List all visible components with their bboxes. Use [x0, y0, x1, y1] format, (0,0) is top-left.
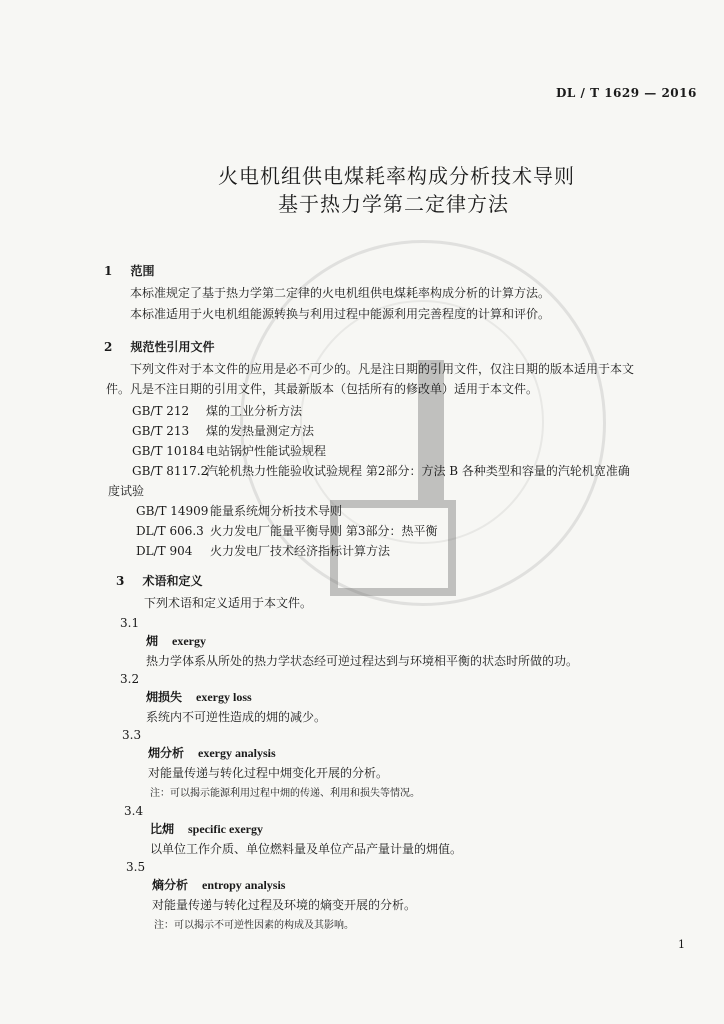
normative-reference: [136, 542, 390, 559]
term-number: 3.3: [122, 728, 142, 742]
reference-code: GB/T 14909: [136, 504, 209, 518]
normative-reference: [132, 462, 630, 479]
section3-heading: [116, 572, 203, 589]
term-note: 注：可以揭示不可逆性因素的构成及其影响。: [154, 920, 354, 931]
reference-title: 火力发电厂能量平衡导则 第3部分：热平衡: [210, 524, 438, 538]
term-definition: 系统内不可逆性造成的㶲的减少。: [146, 710, 327, 724]
term-en: specific exergy: [188, 822, 263, 836]
reference-code: DL/T 904: [136, 544, 193, 558]
section2-paragraph-line1: 下列文件对于本文件的应用是必不可少的。凡是注日期的引用文件，仅注日期的版本适用于本文: [130, 362, 635, 376]
term-heading: [152, 876, 285, 893]
term-zh: 㶲: [146, 634, 159, 648]
section2-paragraph-line2: 件。凡是不注日期的引用文件，其最新版本（包括所有的修改单）适用于本文件。: [106, 382, 539, 396]
term-zh: 㶲损失: [146, 690, 183, 704]
term-heading: [146, 632, 206, 649]
normative-reference: [132, 422, 314, 439]
reference-title: 电站锅炉性能试验规程: [206, 444, 327, 458]
term-definition: 热力学体系从所处的热力学状态经可逆过程达到与环境相平衡的状态时所做的功。: [146, 654, 579, 668]
term-en: exergy loss: [196, 690, 252, 704]
term-number: 3.4: [124, 804, 144, 818]
reference-continuation: 度试验: [108, 484, 145, 498]
section1-paragraph1: 本标准规定了基于热力学第二定律的火电机组供电煤耗率构成分析的计算方法。: [130, 286, 551, 300]
term-number: 3.5: [126, 860, 146, 874]
reference-code: GB/T 8117.2: [132, 464, 209, 478]
term-definition: 对能量传递与转化过程中㶲变化开展的分析。: [148, 766, 389, 780]
term-definition: 以单位工作介质、单位燃料量及单位产品产量计量的㶲值。: [150, 842, 463, 856]
section3-title: 术语和定义: [142, 574, 203, 588]
normative-reference: [132, 442, 326, 459]
section1-heading: [104, 262, 155, 279]
term-en: entropy analysis: [202, 878, 286, 892]
term-note: 注：可以揭示能源利用过程中㶲的传递、利用和损失等情况。: [150, 788, 420, 799]
term-definition: 对能量传递与转化过程及环境的熵变开展的分析。: [152, 898, 417, 912]
term-heading: [146, 688, 252, 705]
term-number: 3.1: [120, 616, 140, 630]
normative-reference: [132, 402, 302, 419]
reference-title: 火力发电厂技术经济指标计算方法: [210, 544, 391, 558]
section1-paragraph2: 本标准适用于火电机组能源转换与利用过程中能源利用完善程度的计算和评价。: [130, 307, 551, 321]
term-zh: 熵分析: [152, 878, 189, 892]
section2-heading: [104, 338, 215, 355]
section2-number: 2: [104, 340, 113, 354]
normative-reference: [136, 522, 437, 539]
reference-code: GB/T 212: [132, 404, 190, 418]
section1-title: 范围: [130, 264, 155, 278]
term-en: exergy analysis: [198, 746, 276, 760]
term-zh: 㶲分析: [148, 746, 185, 760]
reference-title: 煤的发热量测定方法: [206, 424, 315, 438]
reference-title: 能量系统㶲分析技术导则: [210, 504, 343, 518]
term-number: 3.2: [120, 672, 140, 686]
section1-number: 1: [104, 264, 113, 278]
term-heading: [148, 744, 276, 761]
reference-code: GB/T 10184: [132, 444, 205, 458]
section2-title: 规范性引用文件: [130, 340, 215, 354]
section3-intro: 下列术语和定义适用于本文件。: [144, 596, 313, 610]
term-heading: [150, 820, 263, 837]
reference-code: DL/T 606.3: [136, 524, 204, 538]
document-title-line2: 基于热力学第二定律方法: [278, 192, 509, 216]
page-number: 1: [678, 938, 685, 951]
reference-title: 煤的工业分析方法: [206, 404, 303, 418]
reference-title: 汽轮机热力性能验收试验规程 第2部分：方法 B 各种类型和容量的汽轮机宽准确: [206, 464, 630, 478]
normative-reference: [136, 502, 342, 519]
term-zh: 比㶲: [150, 822, 175, 836]
reference-code: GB/T 213: [132, 424, 190, 438]
document-title-line1: 火电机组供电煤耗率构成分析技术导则: [218, 164, 575, 188]
section3-number: 3: [116, 574, 125, 588]
standard-code: DL / T 1629 — 2016: [556, 86, 697, 100]
term-en: exergy: [172, 634, 206, 648]
